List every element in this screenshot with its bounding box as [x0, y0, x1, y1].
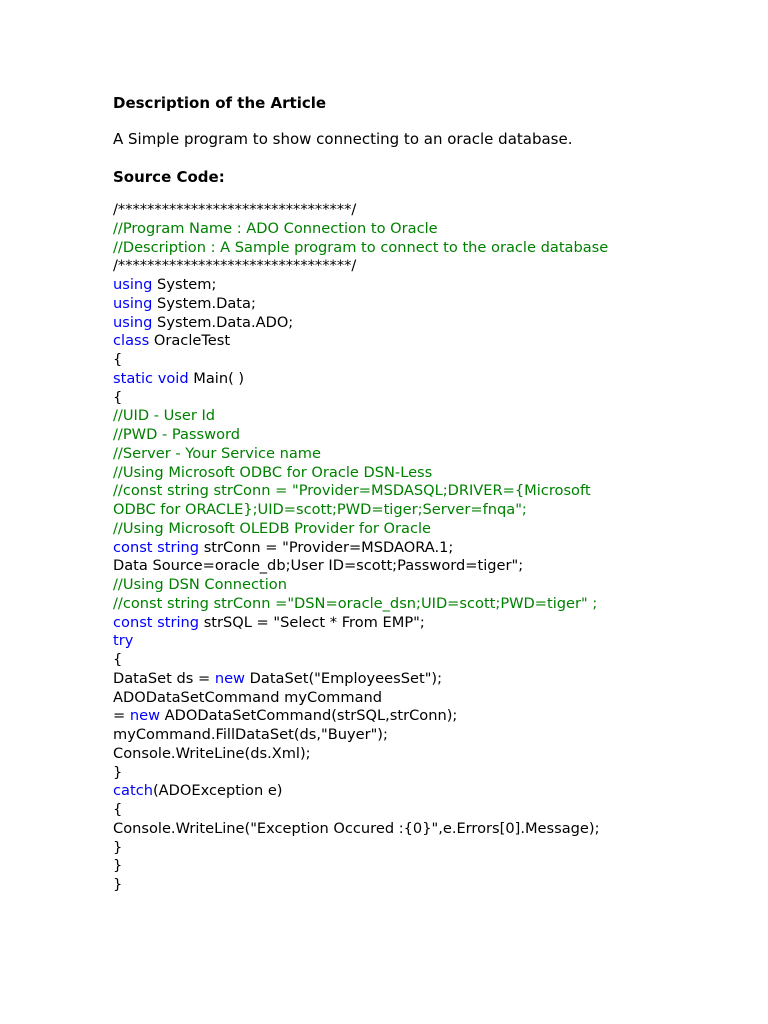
code-text: ADODataSetCommand(strSQL,strConn);: [160, 707, 458, 725]
code-text: DataSet ds =: [113, 669, 215, 687]
code-line: [113, 857, 608, 876]
code-keyword: class: [113, 332, 150, 350]
code-text: Data Source=oracle_db;User ID=scott;Password=tiger";: [113, 557, 524, 575]
code-text: Console.WriteLine(ds.Xml);: [113, 744, 311, 762]
code-line: [113, 482, 608, 501]
code-line: [113, 576, 608, 595]
code-comment: //const string strConn ="DSN=oracle_dsn;UID=scott;PWD=tiger" ;: [113, 594, 598, 612]
code-line: [113, 651, 608, 670]
code-text: /********************************/: [113, 257, 357, 275]
code-line: [113, 539, 608, 558]
code-line: [113, 295, 608, 314]
code-comment: //const string strConn = "Provider=MSDASQL;DRIVER={Microsoft: [113, 482, 591, 500]
code-text: }: [113, 876, 123, 893]
code-text: (ADOException e): [152, 782, 283, 800]
code-line: [113, 276, 608, 295]
code-line: [113, 239, 608, 258]
code-line: [113, 389, 608, 408]
code-line: [113, 332, 608, 351]
code-text: ADODataSetCommand myCommand: [113, 688, 383, 706]
code-line: [113, 820, 608, 839]
code-line: [113, 595, 608, 614]
code-keyword: using: [113, 294, 153, 312]
code-text: System;: [152, 276, 217, 293]
code-line: [113, 426, 608, 445]
code-line: [113, 782, 608, 801]
code-line: [113, 314, 608, 333]
code-line: [113, 839, 608, 858]
code-line: [113, 876, 608, 895]
code-line: [113, 370, 608, 389]
code-text: {: [113, 388, 123, 406]
code-text: strSQL = "Select * From EMP";: [199, 613, 425, 631]
code-line: [113, 745, 608, 764]
code-text: /********************************/: [113, 201, 357, 218]
code-text: strConn = "Provider=MSDAORA.1;: [199, 538, 454, 556]
code-comment: //PWD - Password: [113, 426, 241, 443]
code-line: [113, 614, 608, 633]
code-text: }: [113, 857, 123, 875]
code-text: }: [113, 838, 123, 856]
code-line: [113, 201, 608, 220]
code-text: myCommand.FillDataSet(ds,"Buyer");: [113, 726, 388, 743]
code-comment: //Server - Your Service name: [113, 444, 321, 462]
code-text: System.Data.ADO;: [152, 313, 294, 331]
code-line: [113, 764, 608, 783]
code-keyword: catch: [113, 782, 153, 800]
code-line: [113, 351, 608, 370]
code-text: }: [113, 763, 123, 781]
code-text: System.Data;: [152, 294, 256, 312]
code-line: [113, 557, 608, 576]
code-text: Console.WriteLine("Exception Occured :{0}",e.Errors[0].Message);: [113, 819, 600, 837]
code-comment: //Using Microsoft ODBC for Oracle DSN-Less: [113, 463, 433, 481]
code-keyword: const string: [113, 613, 200, 631]
code-line: [113, 670, 608, 689]
article-heading: Description of the Article: [113, 94, 327, 112]
code-text: OracleTest: [149, 332, 231, 350]
code-line: [113, 689, 608, 708]
code-keyword: const string: [113, 538, 200, 556]
code-keyword: using: [113, 313, 153, 331]
article-description: A Simple program to show connecting to an oracle database.: [113, 130, 573, 148]
code-line: [113, 801, 608, 820]
code-line: [113, 464, 608, 483]
code-line: [113, 726, 608, 745]
code-comment: //Using DSN Connection: [113, 576, 287, 593]
code-text: {: [113, 801, 123, 818]
code-comment: //Using Microsoft OLEDB Provider for Oracle: [113, 519, 432, 537]
code-text: =: [113, 707, 130, 725]
code-keyword: static void: [113, 369, 189, 387]
code-line: [113, 445, 608, 464]
code-line: [113, 632, 608, 651]
code-comment: ODBC for ORACLE};UID=scott;PWD=tiger;Server=fnqa";: [113, 501, 527, 518]
code-line: [113, 501, 608, 520]
code-comment: //UID - User Id: [113, 407, 216, 425]
code-line: [113, 407, 608, 426]
code-comment: //Description : A Sample program to connect to the oracle database: [113, 238, 609, 256]
code-text: {: [113, 651, 123, 668]
code-text: {: [113, 351, 123, 368]
source-code-block: [113, 201, 608, 895]
code-text: Main( ): [188, 369, 245, 387]
code-keyword: new: [129, 707, 161, 725]
source-code-heading: Source Code:: [113, 168, 225, 186]
code-keyword: using: [113, 276, 153, 293]
code-line: [113, 220, 608, 239]
code-keyword: new: [214, 669, 245, 687]
code-line: [113, 707, 608, 726]
code-comment: //Program Name : ADO Connection to Oracle: [113, 219, 438, 237]
code-keyword: try: [113, 632, 134, 650]
code-text: DataSet("EmployeesSet");: [245, 669, 443, 687]
code-line: [113, 520, 608, 539]
code-line: [113, 257, 608, 276]
